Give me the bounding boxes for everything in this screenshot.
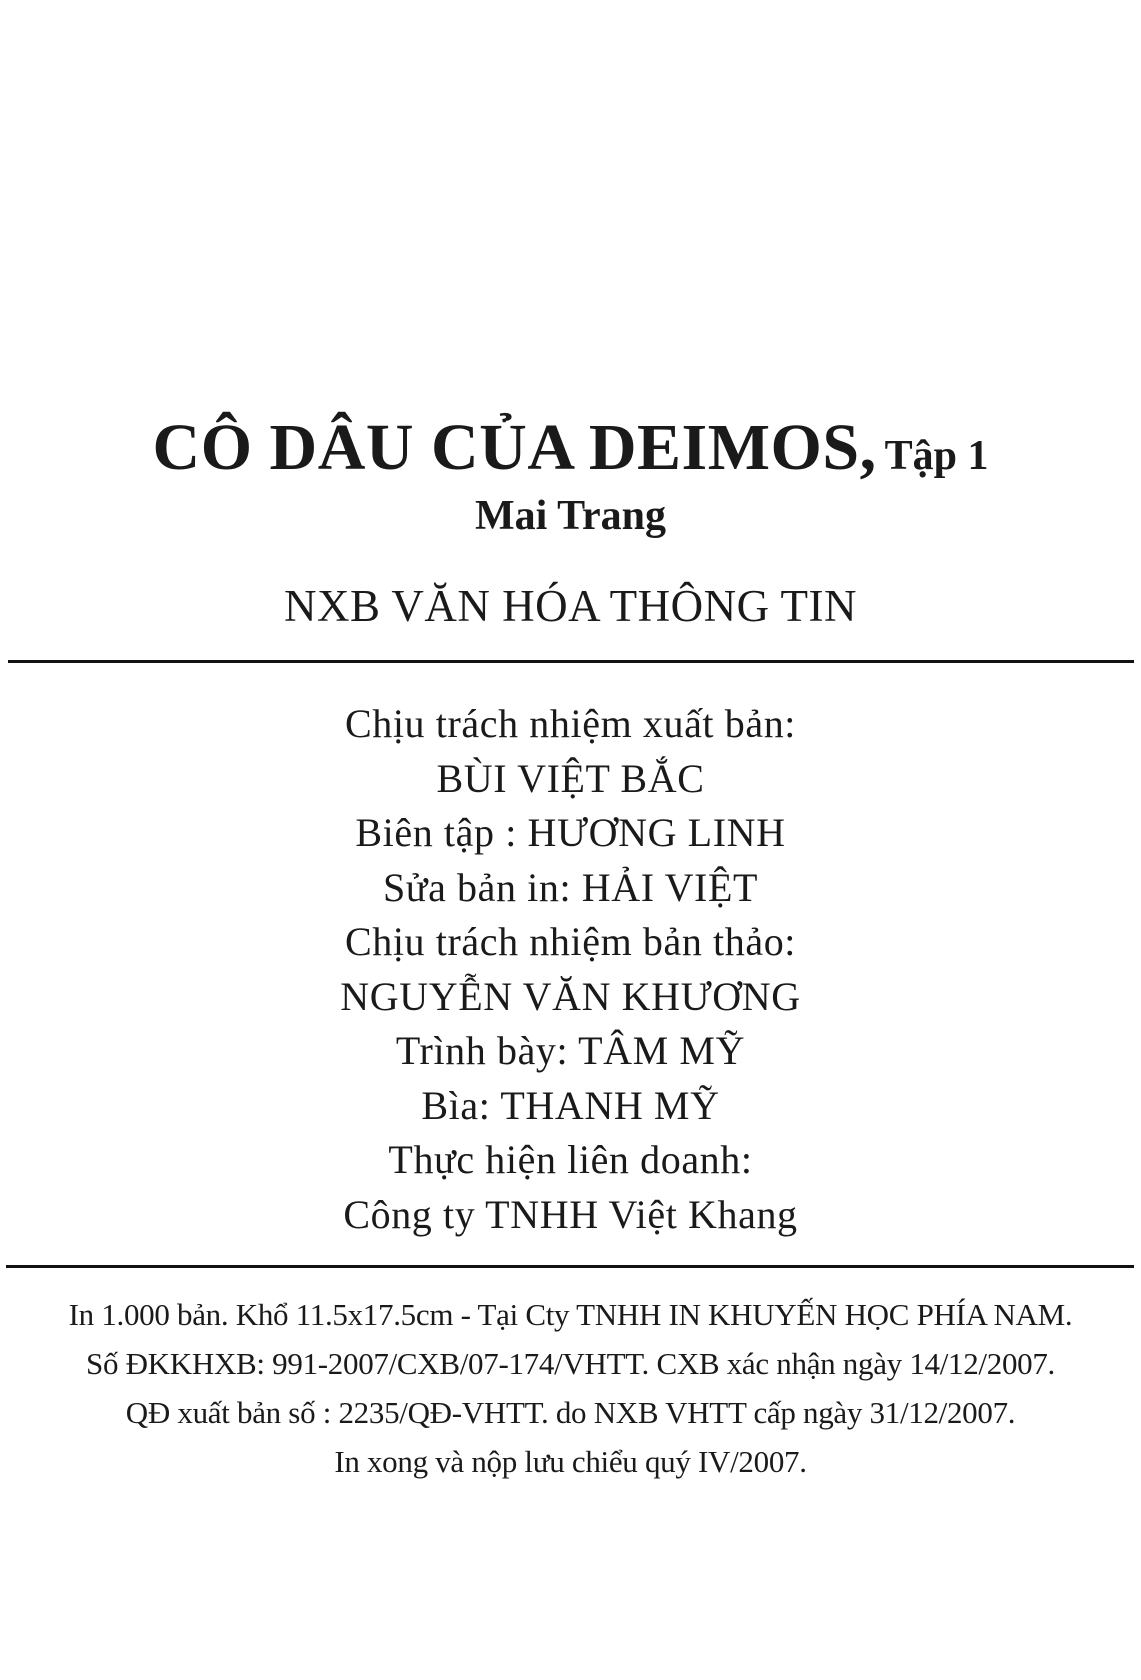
credit-line: Chịu trách nhiệm xuất bản: bbox=[344, 701, 797, 746]
credit-line: Công ty TNHH Việt Khang bbox=[343, 1191, 798, 1237]
credit-line: Chịu trách nhiệm bản thảo: bbox=[344, 919, 797, 964]
bottom-divider bbox=[6, 1265, 1134, 1268]
credit-line: Sửa bản in: HẢI VIỆT bbox=[382, 864, 759, 910]
credit-line: Trình bày: TÂM MỸ bbox=[395, 1028, 746, 1073]
book-title: CÔ DÂU CỦA DEIMOS, bbox=[152, 411, 877, 484]
credit-line: NGUYỄN VĂN KHƯƠNG bbox=[340, 973, 801, 1019]
credit-line: BÙI VIỆT BẮC bbox=[436, 755, 705, 801]
imprint-line: In 1.000 bản. Khổ 11.5x17.5cm - Tại Cty TNHH IN KHUYẾN HỌC PHÍA NAM. bbox=[68, 1297, 1073, 1332]
imprint-line: In xong và nộp lưu chiểu quý IV/2007. bbox=[334, 1444, 807, 1479]
author-name: Mai Trang bbox=[475, 493, 666, 539]
imprint-block bbox=[0, 1290, 1141, 1486]
credit-line: Thực hiện liên doanh: bbox=[388, 1137, 753, 1182]
publisher-name: NXB VĂN HÓA THÔNG TIN bbox=[283, 581, 858, 631]
credits-block bbox=[0, 697, 1141, 1242]
credit-line: Bìa: THANH MỸ bbox=[421, 1082, 720, 1128]
volume-label: Tập 1 bbox=[884, 433, 989, 479]
imprint-line: QĐ xuất bản số : 2235/QĐ-VHTT. do NXB VHTT cấp ngày 31/12/2007. bbox=[125, 1395, 1016, 1430]
credit-line: Biên tập : HƯƠNG LINH bbox=[355, 810, 786, 855]
book-title-line bbox=[0, 410, 1141, 486]
top-divider bbox=[8, 660, 1134, 663]
imprint-line: Số ĐKKHXB: 991-2007/CXB/07-174/VHTT. CXB xác nhận ngày 14/12/2007. bbox=[86, 1346, 1055, 1381]
